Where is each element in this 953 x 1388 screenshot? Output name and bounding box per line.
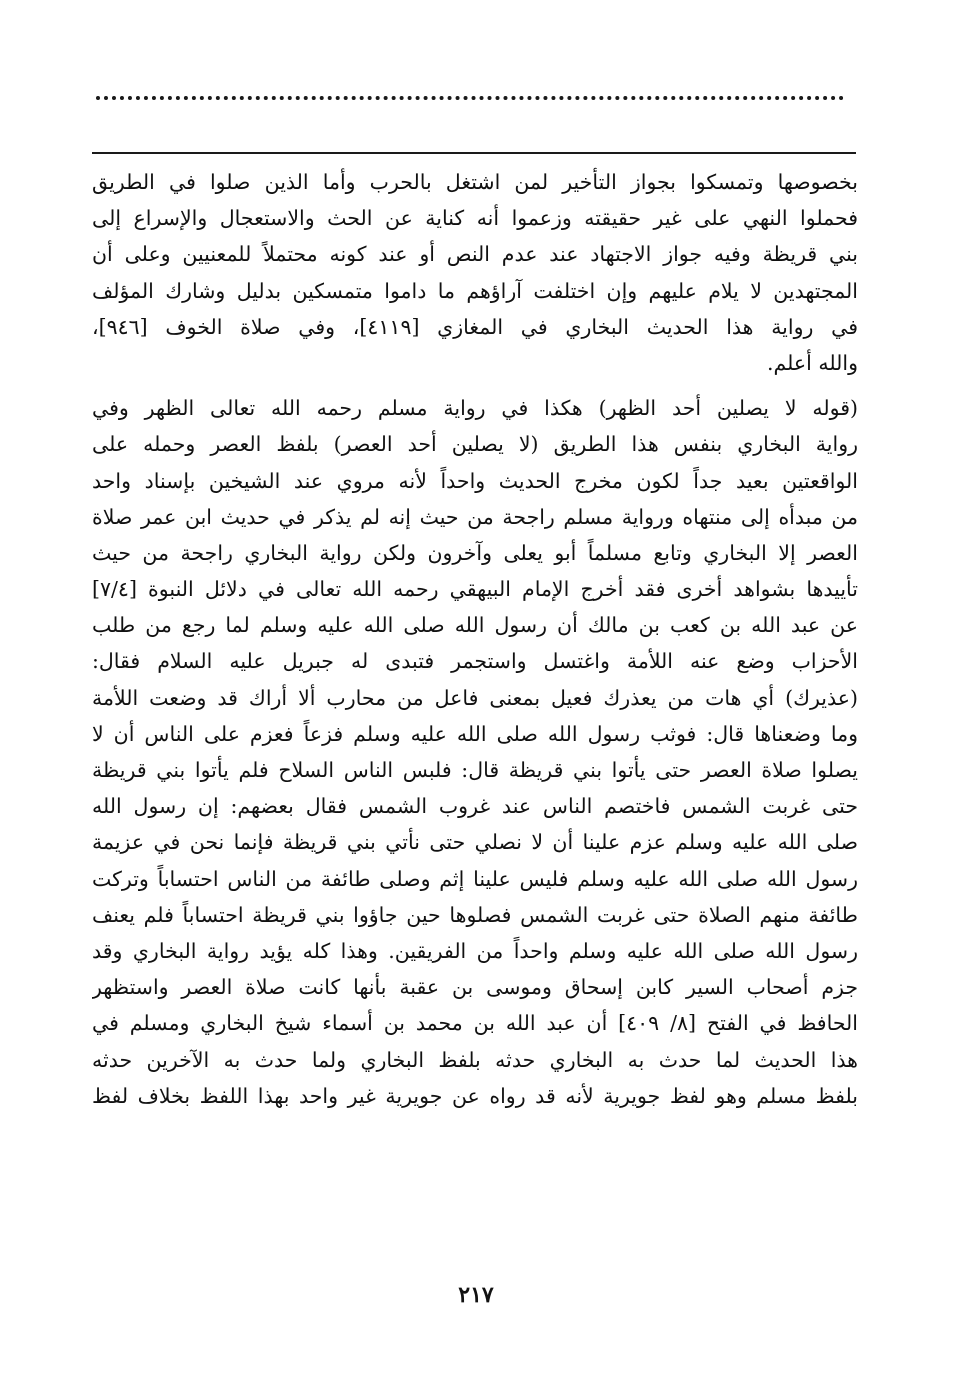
text-line: بلفظ مسلم وهو لفظ جويرية لأنه قد رواه عن جويرية غير واحد بهذا اللفظ بخلاف لفظ — [92, 1083, 858, 1108]
text-line: جزم أصحاب السير كابن إسحاق وموسى بن عقبة بأنها كانت صلاة العصر واستظهر — [92, 975, 858, 1000]
text-line: في رواية هذا الحديث البخاري في المغازي [٤١١٩]، وفي صلاة الخوف [٩٤٦]، — [92, 314, 858, 339]
text-line: (قوله لا يصلين أحد الظهر) هكذا في رواية مسلم رحمه الله تعالى الظهر وفي — [92, 396, 858, 421]
text-line: هذا الحديث لما حدث به البخاري حدثه بلفظ البخاري ولما حدث به الآخرين حدثه — [92, 1047, 858, 1072]
text-line: حتى غربت الشمس فاختصم الناس عند غروب الشمس فقال بعضهم: إن رسول الله — [92, 794, 858, 819]
text-line: صلى الله عليه وسلم عزم علينا أن لا نصلي حتى نأتي بني قريظة فإنما نحن في عزيمة — [92, 830, 858, 855]
text-line: تأييدها بشواهد أخرى فقد أخرج الإمام البيهقي رحمه الله تعالى في دلائل النبوة [٧/٤] — [92, 577, 858, 602]
text-line: رسول الله صلى الله عليه وسلم واحداً من الفريقين. وهذا كله يؤيد رواية البخاري وقد — [92, 938, 858, 963]
text-line: الأحزاب وضع عنه اللأمة واغتسل واستجمر فتبدى له جبريل عليه السلام فقال: — [92, 649, 858, 674]
text-line: فحملوا النهي على غير حقيقته وزعموا أنه كناية عن الحث والاستعجال والإسراع إلى — [92, 206, 858, 231]
text-line: وما وضعناها قال: فوثب رسول الله صلى الله عليه وسلم فزعاً فعزم على الناس أن لا — [92, 721, 858, 746]
text-line: رسول الله صلى الله عليه وسلم فليس علينا إثم وصلى طائفة من الناس احتساباً وتركت — [92, 866, 858, 891]
text-line: المجتهدين لا يلام عليهم وإن اختلفت آراؤهم ما داموا متمسكين بدليل وشارك المؤلف — [92, 278, 858, 303]
footnote-separator-line — [92, 152, 856, 154]
text-line: الحافظ في الفتح [٨/ ٤٠٩] أن عبد الله بن محمد بن أسماء شيخ البخاري ومسلم في — [92, 1011, 858, 1036]
text-line: (عذيرك) أي هات من يعذرك فعيل بمعنى فاعل من محارب ألا أراك قد وضعت اللأمة — [92, 685, 858, 710]
text-line: طائفة منهم الصلاة حتى غربت الشمس فصلوها حين جاؤوا بني قريظة احتساباً فلم يعنف — [92, 902, 858, 927]
text-line: الواقعتين بعيد جداً لكون مخرج الحديث واحداً لأنه مروي عند الشيخين بإسناد واحد — [92, 468, 858, 493]
commentary-text — [92, 164, 858, 1114]
dotted-separator — [96, 96, 844, 100]
text-line: العصر إلا البخاري وتابع مسلماً أبو يعلى وآخرون ولكن رواية البخاري راجحة من حيث — [92, 540, 858, 565]
text-line: بخصوصها وتمسكوا بجواز التأخير لمن اشتغل بالحرب وأما الذين صلوا في الطريق — [92, 170, 858, 194]
text-line: من مبدأه إلى منتهاه ورواية مسلم راجحة من حيث إنه لم يذكر في حديث ابن عمر صلاة — [92, 504, 858, 529]
text-line: والله أعلم. — [766, 350, 858, 375]
page-number: ٢١٧ — [458, 1282, 494, 1308]
text-line: عن عبد الله بن كعب بن مالك أن رسول الله صلى الله عليه وسلم لما رجع من طلب — [92, 613, 858, 638]
text-line: رواية البخاري بنفس هذا الطريق (لا يصلين أحد العصر) بلفظ العصر وحمله على — [92, 432, 858, 457]
text-line: بني قريظة وفيه جواز الاجتهاد عند عدم النص أو عند كونه محتملاً للمعنيين وعلى أن — [92, 242, 858, 267]
paragraph-gap — [92, 381, 858, 390]
text-line: يصلوا صلاة العصر حتى يأتوا بني قريظة قال: فلبس الناس السلاح فلم يأتوا بني قريظة — [92, 758, 858, 782]
